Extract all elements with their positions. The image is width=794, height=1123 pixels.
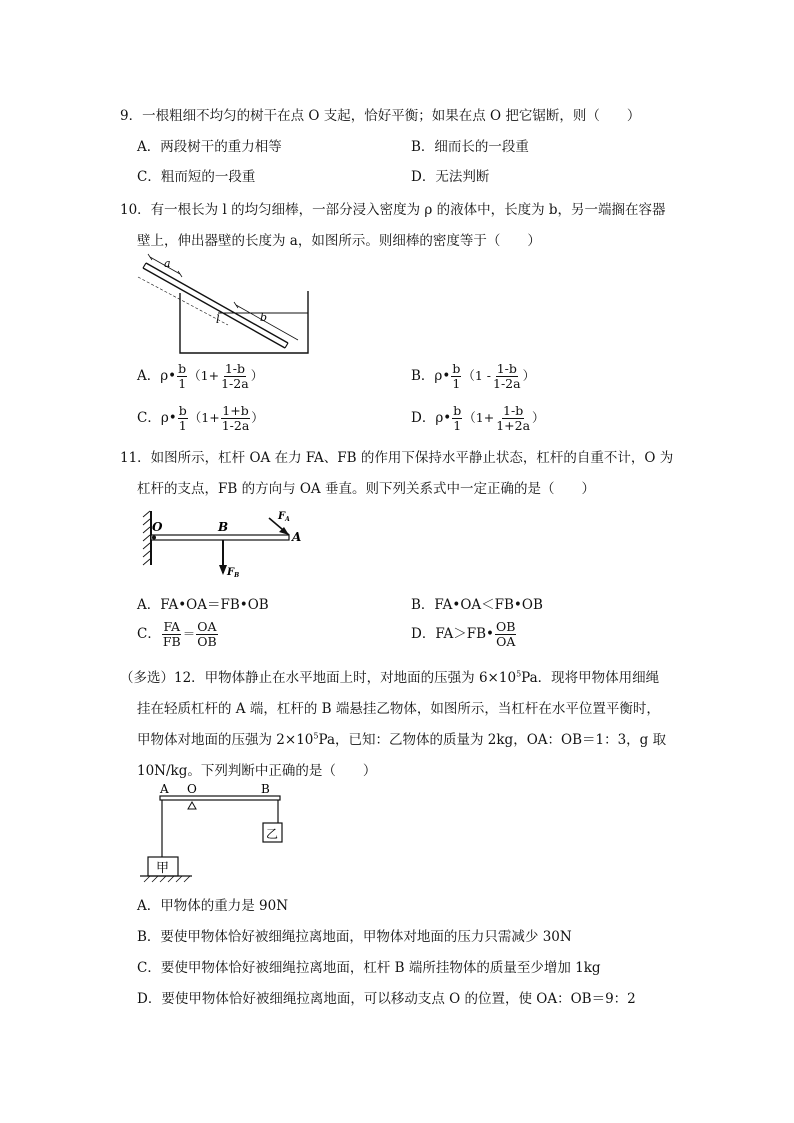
q12-fig-label-o: O — [187, 782, 197, 796]
q11-fig-label-fa: $F_A$ — [278, 511, 290, 523]
q12-stem-line2: 挂在轻质杠杆的 A 端，杠杆的 B 端悬挂乙物体，如图所示，当杠杆在水平位置平衡时， — [137, 701, 660, 717]
q12-option-b: B．要使甲物体恰好被细绳拉离地面，甲物体对地面的压力只需减少 30N — [137, 929, 572, 945]
q10-stem-line2: 壁上，伸出器壁的长度为 a，如图所示。则细棒的密度等于（ ） — [137, 233, 541, 249]
q11-option-b: B．FA•OA＜FB•OB — [411, 597, 543, 613]
q12-figure — [140, 782, 290, 887]
q10-option-b: B．ρ• $\frac{b}{1}$ （1 - $\frac{1-b}{1-2a}$ ） — [411, 361, 536, 391]
q9-stem: 9．一根粗细不均匀的树干在点 O 支起，恰好平衡；如果在点 O 把它锯断，则（ ） — [120, 108, 641, 124]
q11-fig-label-a: A — [292, 530, 302, 544]
q10-option-c: C．ρ• $\frac{b}{1}$ （1+ $\frac{1+b}{1-2a}$ ） — [137, 403, 264, 433]
q10-fig-label-a: a — [164, 257, 171, 270]
q11-figure — [138, 505, 313, 587]
q9-option-c: C．粗而短的一段重 — [137, 169, 256, 185]
q10-fig-label-l: l — [216, 313, 220, 326]
q9-option-b: B．细而长的一段重 — [411, 139, 529, 155]
q10-stem-line1: 10．有一根长为 l 的均匀细棒，一部分浸入密度为 ρ 的液体中，长度为 b，另一端搁在容器 — [120, 202, 666, 218]
q12-option-d: D．要使甲物体恰好被细绳拉离地面，可以移动支点 O 的位置，使 OA：OB＝9：2 — [137, 991, 636, 1007]
q10-fig-label-b: b — [260, 311, 268, 324]
q10-option-a: A．ρ• $\frac{b}{1}$ （1+ $\frac{1-b}{1-2a}$ ） — [137, 361, 264, 391]
q11-option-c: C． $\frac{FA}{FB}$ ＝ $\frac{OA}{OB}$ — [137, 619, 217, 649]
q12-fig-label-jia: 甲 — [156, 861, 170, 876]
q9-option-d: D．无法判断 — [411, 169, 490, 185]
q11-stem-line1: 11．如图所示，杠杆 OA 在力 FA、FB 的作用下保持水平静止状态，杠杆的自重不计，O 为 — [120, 450, 674, 466]
q10-figure — [138, 255, 318, 360]
q9-option-a: A．两段树干的重力相等 — [137, 139, 282, 155]
q12-stem-line1: （多选）12．甲物体静止在水平地面上时，对地面的压强为 $6\times 10^5Pa$．现将甲物体用细绳 — [120, 669, 660, 686]
q11-fig-label-o: O — [152, 520, 163, 534]
q11-option-a: A．FA•OA＝FB•OB — [137, 597, 269, 613]
q10-option-d: D．ρ• $\frac{b}{1}$ （1+ $\frac{1-b}{1+2a}$ ） — [411, 403, 545, 433]
q12-stem-line3: 甲物体对地面的压强为 $2\times 10^5Pa$，已知：乙物体的质量为 2kg，OA：OB＝1：3，g 取 — [137, 731, 667, 748]
q11-stem-line2: 杠杆的支点，FB 的方向与 OA 垂直。则下列关系式中一定正确的是（ ） — [137, 481, 595, 497]
q12-option-c: C．要使甲物体恰好被细绳拉离地面，杠杆 B 端所挂物体的质量至少增加 1kg — [137, 960, 601, 976]
q11-fig-label-b: B — [218, 520, 229, 534]
q12-stem-line4: 10N/kg。下列判断中正确的是（ ） — [137, 763, 377, 779]
q12-fig-label-yi: 乙 — [266, 827, 279, 841]
q12-option-a: A．甲物体的重力是 90N — [137, 898, 289, 914]
q12-fig-label-b: B — [261, 782, 270, 796]
q11-fig-label-fb: $F_B$ — [227, 567, 240, 579]
q11-option-d: D．FA＞FB• $\frac{OB}{OA}$ — [411, 619, 516, 649]
q12-fig-label-a: A — [160, 782, 169, 796]
